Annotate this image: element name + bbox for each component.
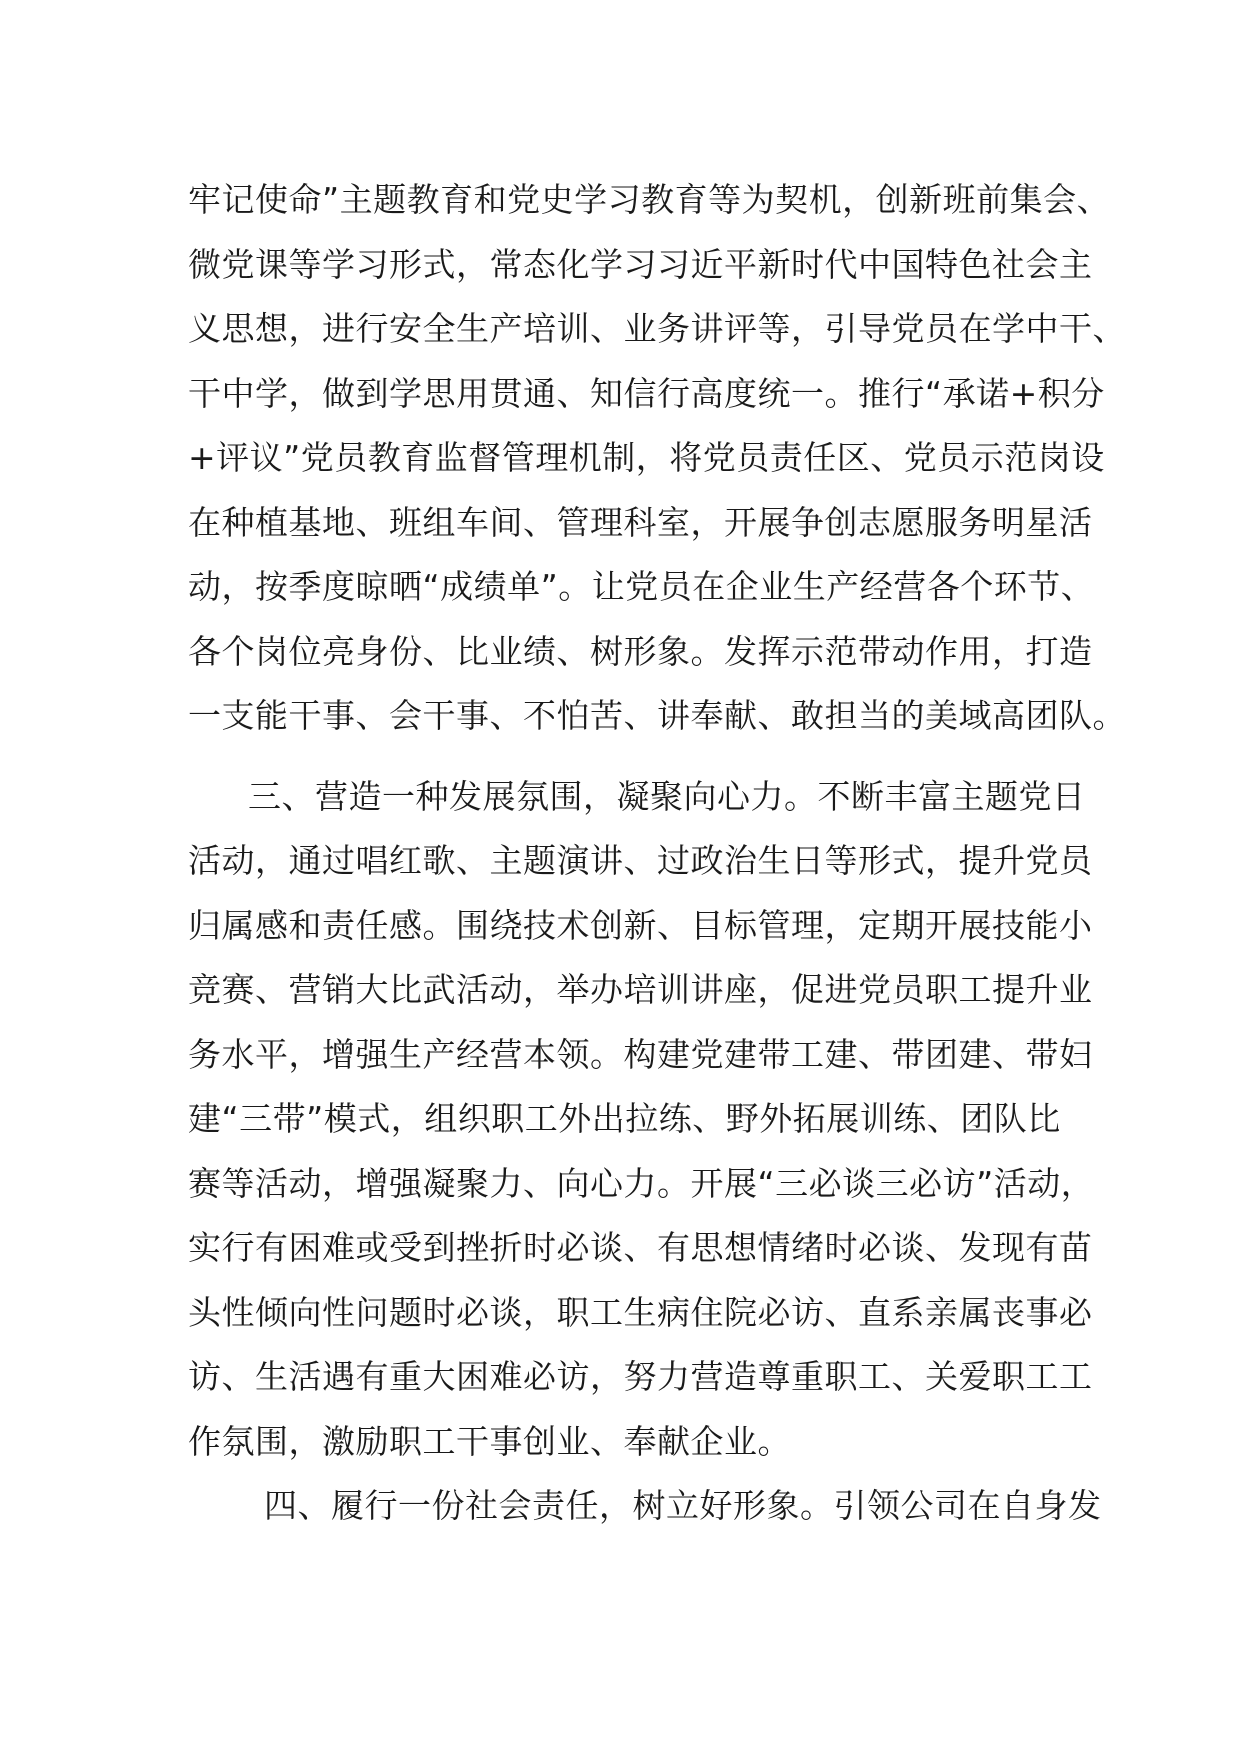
paragraph-heading-line: 三、营造一种发展氛围，凝聚向心力。不断丰富主题党日 bbox=[248, 776, 1086, 816]
text-line: 实行有困难或受到挫折时必谈、有思想情绪时必谈、发现有苗 bbox=[188, 1228, 1093, 1267]
text-line: 务水平，增强生产经营本领。构建党建带工建、带团建、带妇 bbox=[188, 1034, 1093, 1074]
text-line: 义思想，进行安全生产培训、业务讲评等，引导党员在学中干、 bbox=[188, 309, 1126, 348]
text-line: 活动，通过唱红歌、主题演讲、过政治生日等形式，提升党员 bbox=[188, 841, 1093, 880]
text-line: 一支能干事、会干事、不怕苦、讲奉献、敢担当的美域高团队。 bbox=[188, 696, 1126, 735]
text-line: +评议”党员教育监督管理机制，将党员责任区、党员示范岗设 bbox=[188, 438, 1105, 477]
text-line: 头性倾向性问题时必谈，职工生病住院必访、直系亲属丧事必 bbox=[188, 1292, 1093, 1332]
text-line: 作氛围，激励职工干事创业、奉献企业。 bbox=[188, 1421, 791, 1461]
text-line: 建“三带”模式，组织职工外出拉练、野外拓展训练、团队比 bbox=[188, 1099, 1061, 1138]
paragraph-heading-line: 四、履行一份社会责任，树立好形象。引领公司在自身发 bbox=[264, 1486, 1102, 1525]
paragraph-gap bbox=[188, 749, 1088, 765]
text-line: 微党课等学习形式，常态化学习习近平新时代中国特色社会主 bbox=[188, 244, 1093, 284]
text-line: 赛等活动，增强凝聚力、向心力。开展“三必谈三必访”活动， bbox=[188, 1163, 1095, 1203]
text-line: 牢记使命”主题教育和党史学习教育等为契机，创新班前集会、 bbox=[188, 180, 1111, 219]
document-body bbox=[188, 168, 1126, 1539]
text-line: 各个岗位亮身份、比业绩、树形象。发挥示范带动作用，打造 bbox=[188, 631, 1093, 671]
text-line: 访、生活遇有重大困难必访，努力营造尊重职工、关爱职工工 bbox=[188, 1357, 1093, 1396]
text-line: 竞赛、营销大比武活动，举办培训讲座，促进党员职工提升业 bbox=[188, 970, 1093, 1009]
text-line: 在种植基地、班组车间、管理科室，开展争创志愿服务明星活 bbox=[188, 502, 1093, 542]
text-line: 动，按季度晾晒“成绩单”。让党员在企业生产经营各个环节、 bbox=[188, 567, 1095, 606]
text-line: 干中学，做到学思用贯通、知信行高度统一。推行“承诺+积分 bbox=[188, 373, 1105, 413]
text-line: 归属感和责任感。围绕技术创新、目标管理，定期开展技能小 bbox=[188, 905, 1093, 945]
